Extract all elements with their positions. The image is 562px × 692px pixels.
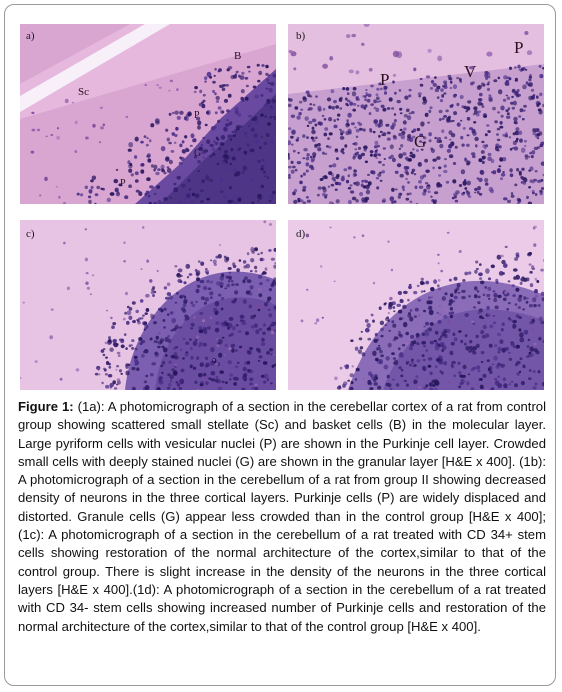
micrograph-panel-d (288, 220, 544, 390)
micrograph-c-image (20, 220, 276, 390)
annotation-p-left: P (380, 70, 390, 89)
annotation-b: B (234, 50, 242, 62)
panel-label-b: b) (296, 30, 306, 42)
micrograph-b-image (288, 24, 544, 204)
micrograph-panel-c (20, 220, 276, 390)
panel-label-a: a) (26, 30, 35, 42)
panel-label-c: c) (26, 228, 35, 240)
panel-label-d: d) (296, 228, 306, 240)
caption-text: (1a): A photomicrograph of a section in the cerebellar cortex of a rat from control group showing scattered small stellate (Sc) and basket cells (B) in the molecular layer. Large pyriform cells with vesicular nuclei (P) are shown in the Purkinje cell layer. Crowded small cells with deeply stained nuclei (G) are shown in the granular layer [H&E x 400]. (1b): A photomicrograph of a section in the cerebellum of a rat from group II showing decreased density of neurons in the three cortical layers. Purkinje cells (P) are widely displaced and distorted. Granule cells (G) appear less crowded than in the control group [H&E x 400]; (1c): A photomicrograph of a section in the cerebellum of a rat treated with CD 34+ stem cells showing restoration of the normal architecture of the cortex,similar to that of the control group. There is slight increase in the density of the neurons in the three cortical layers [H&E x 400].(1d): A photomicrograph of a section in the cerebellum of a rat treated with CD 34- stem cells showing increased number of Purkinje cells and restoration of the normal architecture of the cortex,similar to that of the control group [H&E x 400]. (18, 399, 546, 634)
annotation-sc: Sc (78, 86, 89, 98)
micrograph-panel-b (288, 24, 544, 204)
annotation-p-upper: P (194, 110, 200, 121)
figure-caption (18, 398, 546, 636)
annotation-v: V (464, 62, 477, 81)
micrograph-d-image (288, 220, 544, 390)
caption-label: Figure 1: (18, 399, 74, 414)
annotation-p-right: P (514, 38, 524, 57)
annotation-g: G (194, 148, 202, 159)
micrograph-panel-a (20, 24, 276, 204)
annotation-g-b: G (414, 132, 427, 151)
annotation-p-lower: P (120, 178, 126, 189)
